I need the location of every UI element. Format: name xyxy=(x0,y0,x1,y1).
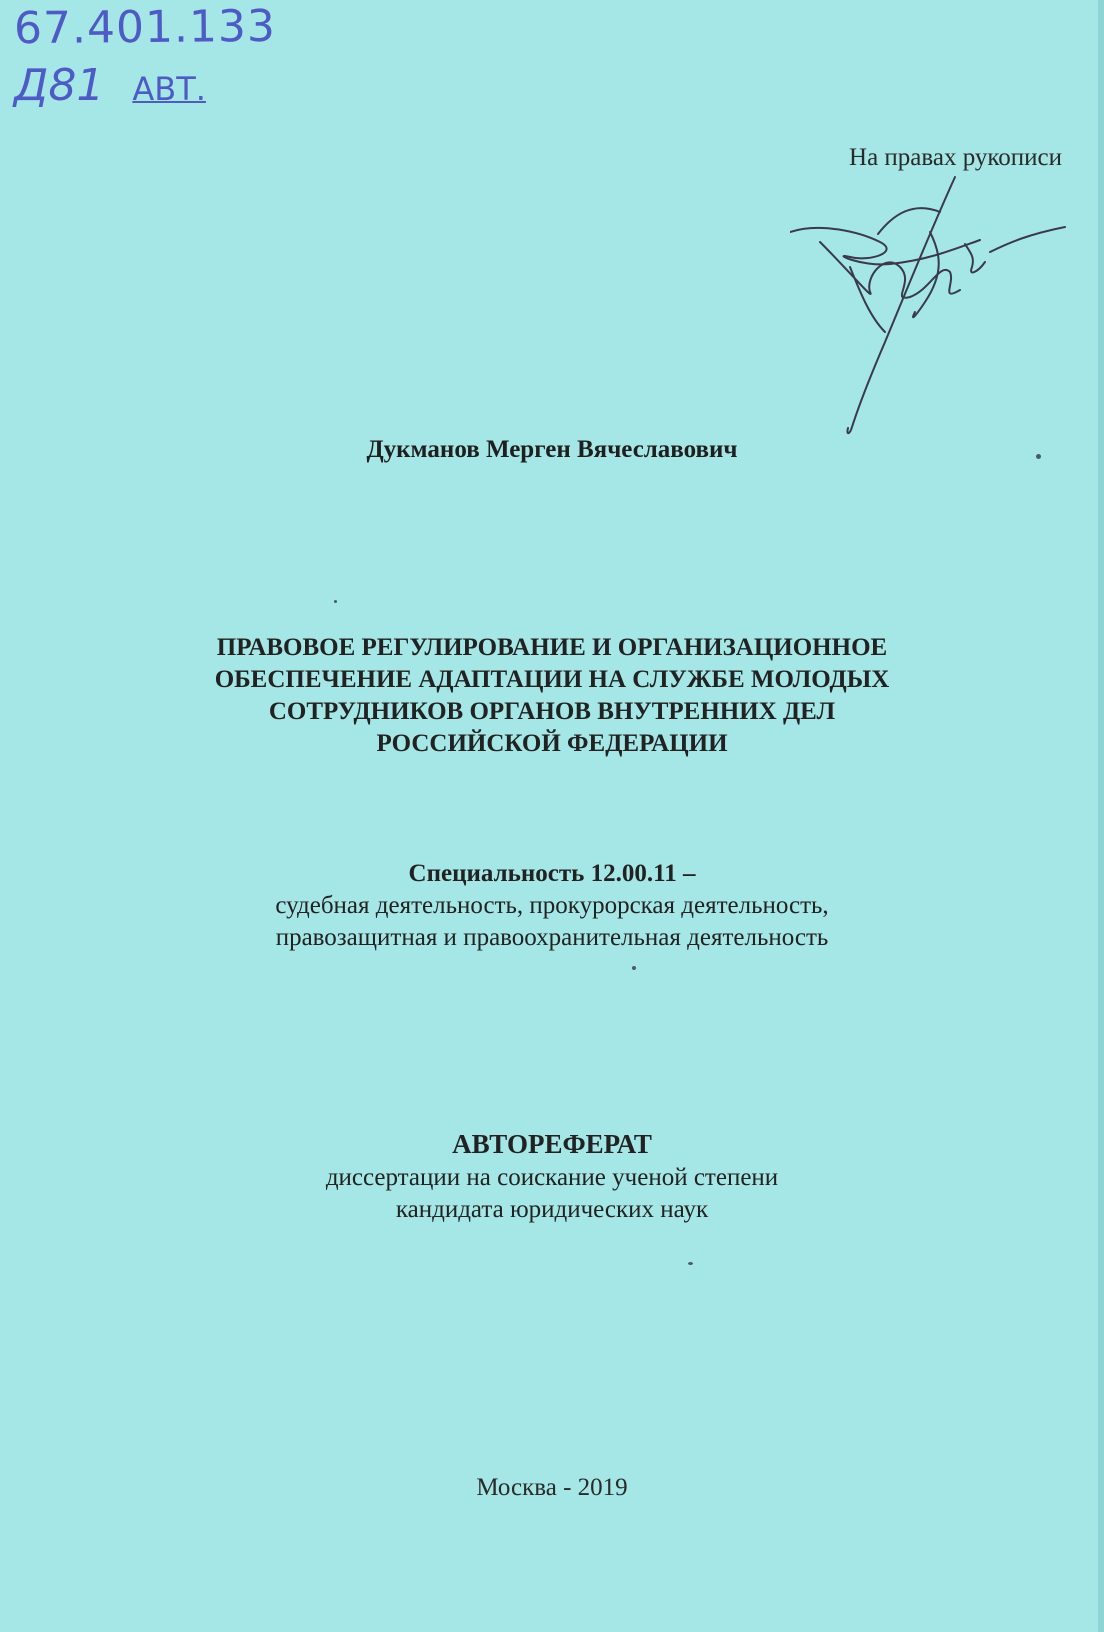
title-line: ОБЕСПЕЧЕНИЕ АДАПТАЦИИ НА СЛУЖБЕ МОЛОДЫХ xyxy=(214,666,890,693)
handwritten-abbreviation: АВТ. xyxy=(132,70,206,108)
paper-speck xyxy=(334,600,337,603)
author-name: Дукманов Мерген Вячеславович xyxy=(366,436,738,463)
paper-speck xyxy=(1036,454,1041,459)
handwritten-author-mark: Д81 xyxy=(14,60,105,111)
place-and-year: Москва - 2019 xyxy=(476,1474,628,1501)
specialty-description-line: правозащитная и правоохранительная деятельность xyxy=(275,924,829,951)
handwritten-second-line xyxy=(14,60,276,111)
specialty-description-line: судебная деятельность, прокурорская деятельность, xyxy=(275,892,829,919)
paper-speck xyxy=(632,966,636,970)
abstract-description-line: кандидата юридических наук xyxy=(395,1196,709,1223)
abstract-heading: АВТОРЕФЕРАТ xyxy=(452,1129,652,1159)
handwritten-catalog-note xyxy=(13,0,277,111)
paper-speck xyxy=(688,1262,693,1265)
title-line: СОТРУДНИКОВ ОРГАНОВ ВНУТРЕННИХ ДЕЛ xyxy=(268,698,836,725)
manuscript-rights-note: На правах рукописи xyxy=(849,144,1062,171)
handwritten-classification-code: 67.401.133 xyxy=(13,0,277,55)
title-line: ПРАВОВОЕ РЕГУЛИРОВАНИЕ И ОРГАНИЗАЦИОННОЕ xyxy=(216,634,888,661)
title-line: РОССИЙСКОЙ ФЕДЕРАЦИИ xyxy=(376,730,728,757)
specialty-heading: Специальность 12.00.11 – xyxy=(408,860,696,887)
specialty-block xyxy=(0,858,1104,954)
abstract-description-line: диссертации на соискание ученой степени xyxy=(325,1164,779,1191)
abstract-block xyxy=(0,1128,1104,1226)
dissertation-title xyxy=(0,632,1104,760)
signature-icon xyxy=(790,172,1070,442)
